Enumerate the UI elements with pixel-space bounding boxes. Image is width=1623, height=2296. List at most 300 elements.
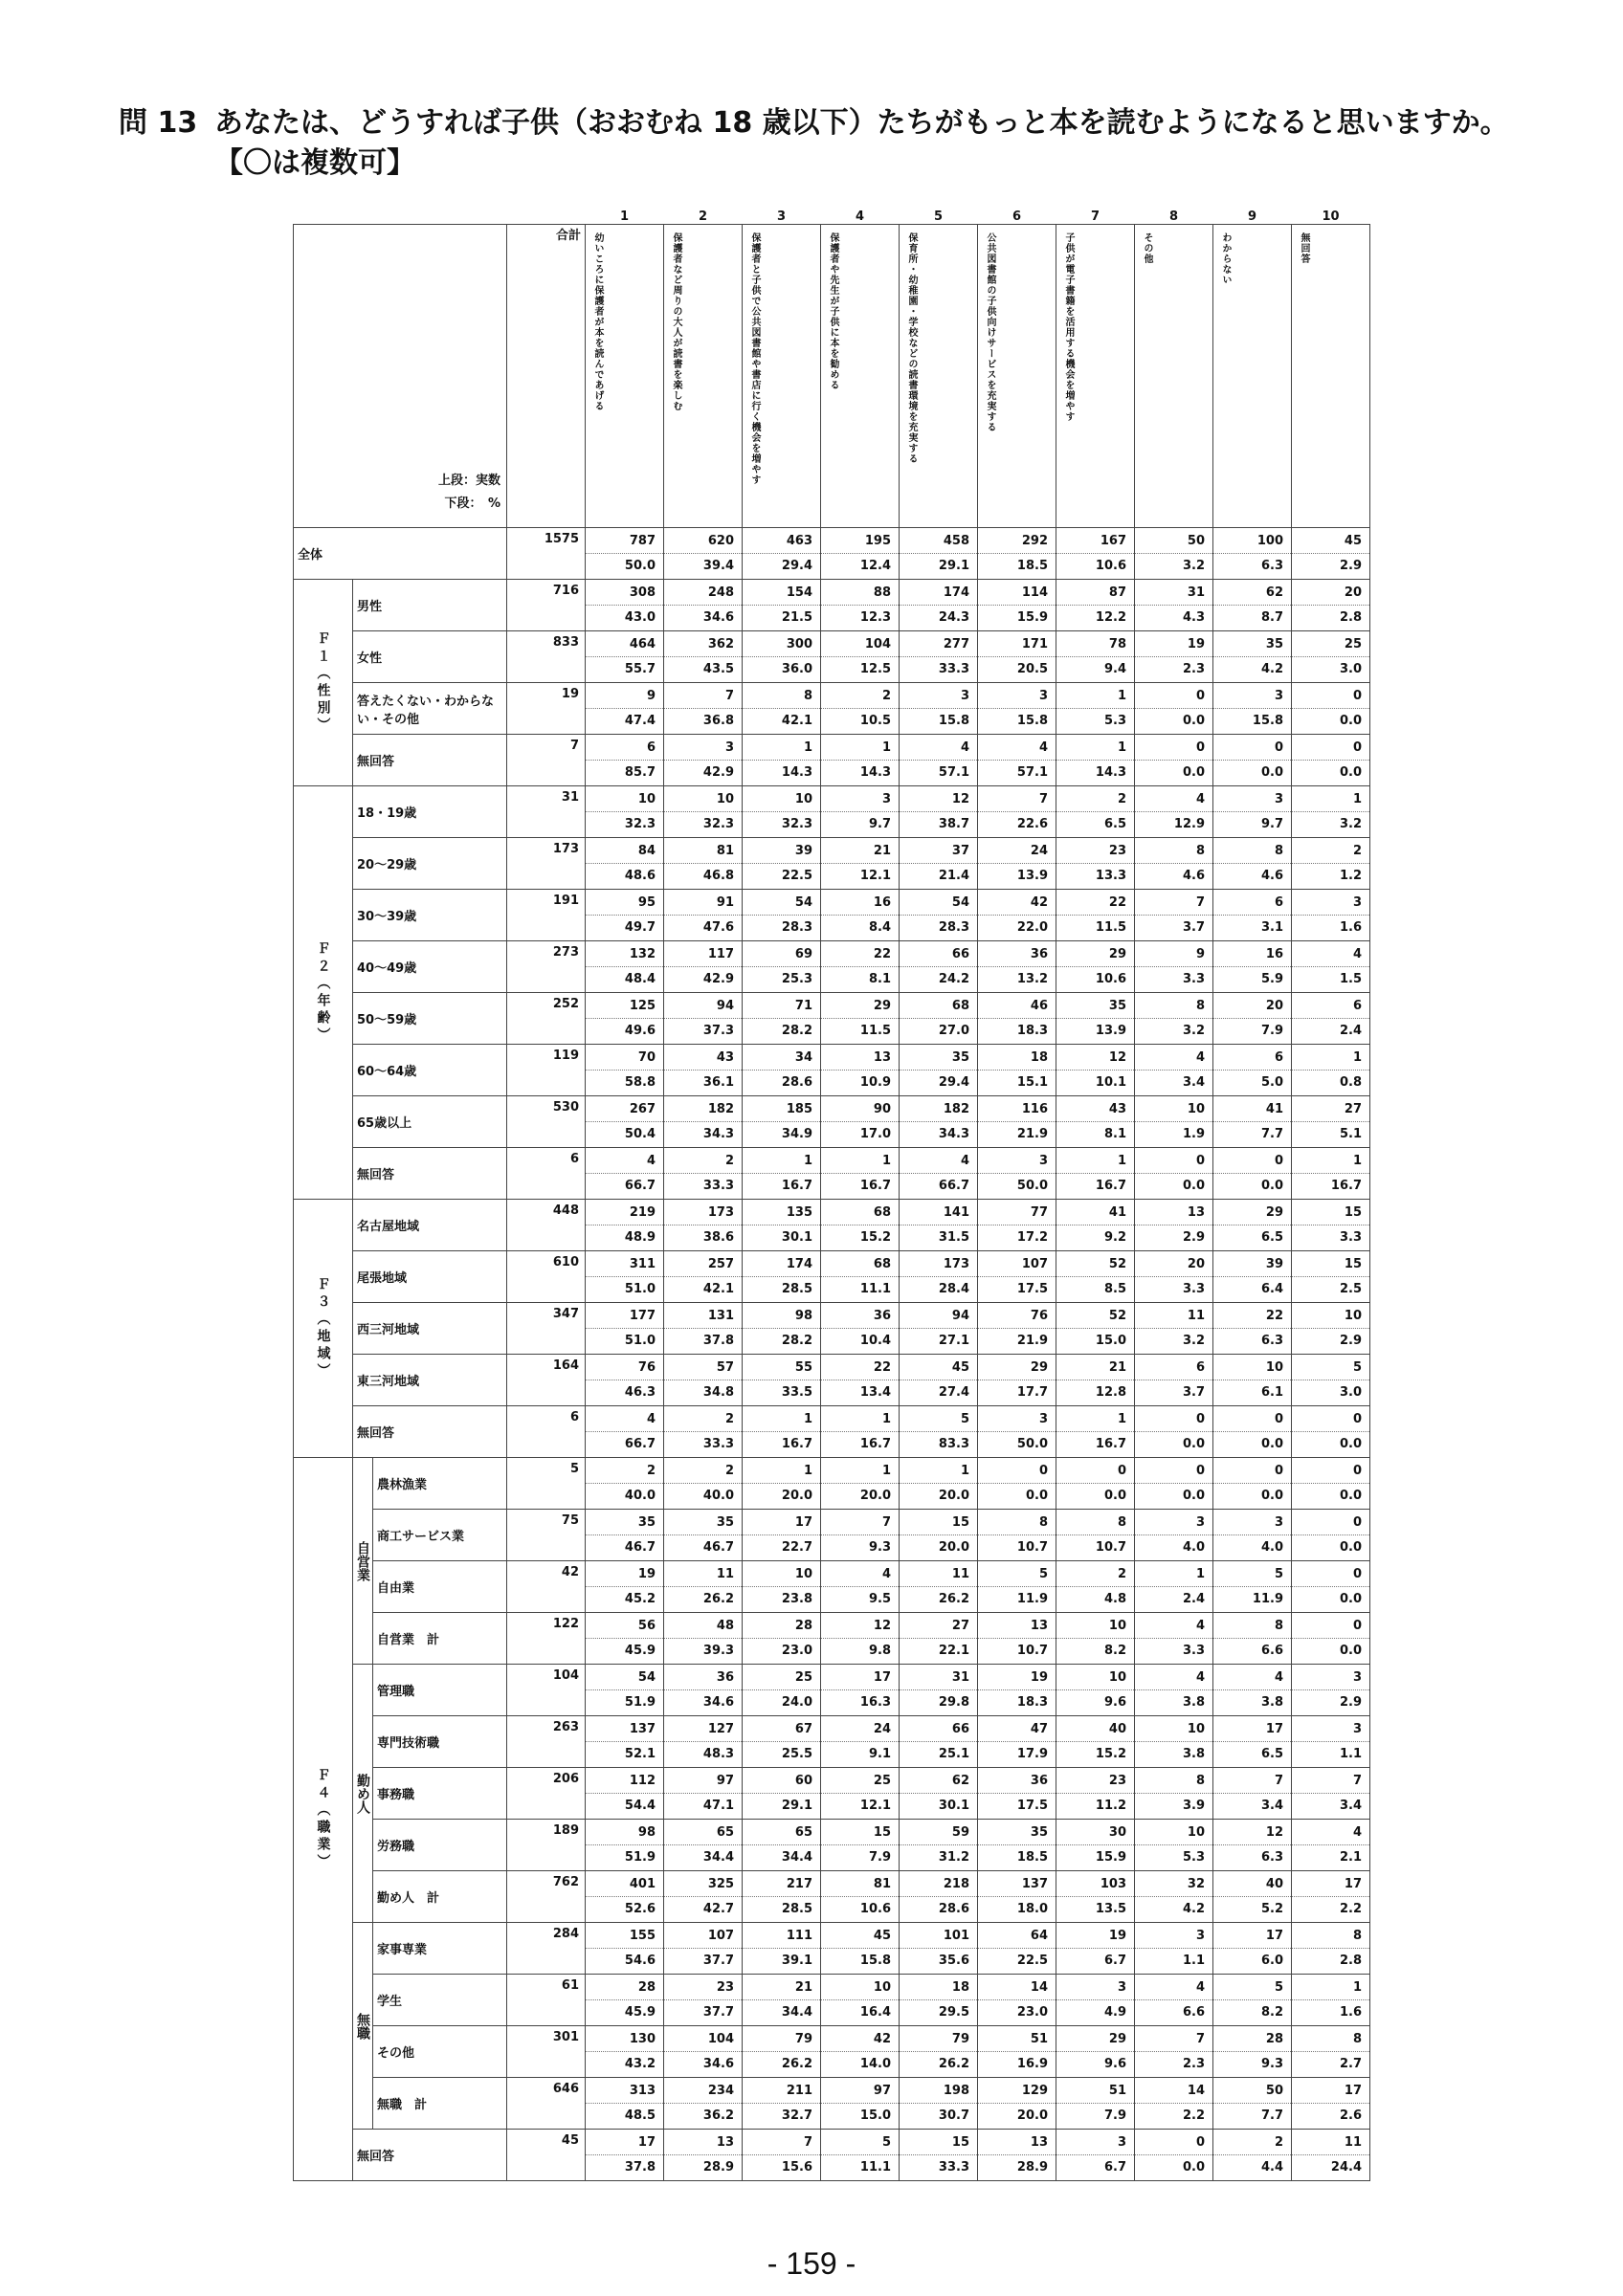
percent-value: 55.7 — [586, 656, 663, 682]
count-value: 787 — [629, 534, 656, 548]
data-cell — [586, 1303, 664, 1355]
count-value: 6 — [1274, 895, 1283, 910]
data-cell — [1056, 1923, 1135, 1975]
count-value: 13 — [1187, 1205, 1205, 1220]
percent-value: 23.0 — [743, 1638, 820, 1664]
percent-value: 12.4 — [821, 553, 899, 579]
percent-value: 36.1 — [664, 1070, 742, 1095]
crosstab-table — [293, 207, 1370, 2181]
data-cell — [743, 993, 821, 1045]
count-value: 29 — [1108, 947, 1126, 961]
percent-value: 18.0 — [978, 1896, 1056, 1922]
percent-value: 58.8 — [586, 1070, 663, 1095]
percent-value: 10.9 — [821, 1070, 899, 1095]
count-value: 50 — [1187, 534, 1205, 548]
data-cell — [664, 1303, 743, 1355]
data-cell — [586, 1561, 664, 1613]
data-cell — [586, 735, 664, 786]
count-value: 17 — [1265, 1722, 1283, 1736]
data-cell — [1292, 941, 1370, 993]
count-value: 0 — [1117, 1464, 1126, 1478]
row-total: 45 — [507, 2130, 586, 2181]
count-value: 60 — [794, 1774, 812, 1788]
column-header — [664, 225, 743, 528]
count-value: 1 — [803, 740, 812, 755]
count-value: 22 — [873, 1360, 891, 1375]
count-value: 48 — [716, 1619, 734, 1633]
row-label: 商工サービス業 — [373, 1510, 507, 1561]
data-cell — [1135, 580, 1213, 631]
group-label — [294, 1200, 353, 1458]
data-cell — [1213, 1045, 1292, 1096]
data-cell — [978, 838, 1056, 890]
count-value: 2 — [1117, 792, 1126, 806]
percent-value: 28.5 — [743, 1896, 820, 1922]
count-value: 362 — [707, 637, 734, 651]
data-cell — [743, 683, 821, 735]
percent-value: 39.1 — [743, 1948, 820, 1974]
question-number: 問 13 — [119, 106, 198, 140]
data-cell — [900, 993, 978, 1045]
count-value: 10 — [637, 792, 656, 806]
row-total: 206 — [507, 1768, 586, 1820]
data-cell — [900, 528, 978, 580]
count-value: 104 — [864, 637, 891, 651]
count-value: 10 — [1187, 1825, 1205, 1840]
percent-value: 18.5 — [978, 553, 1056, 579]
percent-value: 48.5 — [586, 2103, 663, 2129]
percent-value: 18.3 — [978, 1018, 1056, 1044]
count-value: 54 — [637, 1670, 656, 1685]
percent-value: 43.0 — [586, 605, 663, 630]
count-value: 154 — [786, 585, 812, 600]
row-total: 530 — [507, 1096, 586, 1148]
data-cell — [978, 528, 1056, 580]
percent-value: 34.9 — [743, 1121, 820, 1147]
data-cell — [743, 1871, 821, 1923]
column-number: 7 — [1090, 210, 1101, 224]
count-value: 4 — [960, 740, 969, 755]
data-cell — [1135, 1148, 1213, 1200]
percent-value: 34.8 — [664, 1380, 742, 1405]
data-cell — [1213, 890, 1292, 941]
percent-value: 4.2 — [1135, 1896, 1212, 1922]
percent-value: 2.6 — [1292, 2103, 1369, 2129]
percent-value: 6.6 — [1213, 1638, 1291, 1664]
count-value: 141 — [943, 1205, 969, 1220]
data-cell — [900, 1355, 978, 1406]
data-cell — [1213, 1613, 1292, 1665]
data-cell — [900, 1303, 978, 1355]
count-value: 12 — [873, 1619, 891, 1633]
table-row — [294, 1510, 1370, 1561]
data-cell — [1135, 1303, 1213, 1355]
percent-value: 3.3 — [1135, 966, 1212, 992]
table-row — [294, 1096, 1370, 1148]
percent-value: 38.6 — [664, 1225, 742, 1250]
data-cell — [743, 838, 821, 890]
column-number: 3 — [776, 210, 787, 224]
count-value: 12 — [951, 792, 969, 806]
count-value: 104 — [707, 2032, 734, 2046]
data-cell — [1056, 528, 1135, 580]
percent-value: 10.7 — [978, 1638, 1056, 1664]
percent-value: 14.3 — [821, 760, 899, 785]
percent-value: 22.5 — [743, 863, 820, 889]
count-value: 4 — [1274, 1670, 1283, 1685]
data-cell — [1056, 1510, 1135, 1561]
data-cell — [978, 1355, 1056, 1406]
data-cell — [1135, 1458, 1213, 1510]
data-cell — [1135, 1406, 1213, 1458]
count-value: 257 — [707, 1257, 734, 1271]
data-cell — [1213, 1665, 1292, 1716]
column-number: 2 — [698, 210, 708, 224]
data-cell — [978, 1303, 1056, 1355]
data-cell — [821, 1613, 900, 1665]
row-label: 無回答 — [353, 2130, 507, 2181]
data-cell — [1135, 1923, 1213, 1975]
percent-value: 28.6 — [900, 1896, 977, 1922]
data-cell — [900, 1716, 978, 1768]
percent-value: 34.6 — [664, 605, 742, 630]
count-value: 313 — [629, 2084, 656, 2098]
count-value: 1 — [1352, 792, 1362, 806]
percent-value: 33.3 — [900, 656, 977, 682]
count-value: 6 — [646, 740, 656, 755]
percent-value: 10.7 — [978, 1534, 1056, 1560]
percent-value: 42.9 — [664, 760, 742, 785]
percent-value: 33.3 — [664, 1173, 742, 1199]
data-cell — [743, 890, 821, 941]
percent-value: 3.7 — [1135, 915, 1212, 940]
percent-value: 34.6 — [664, 2051, 742, 2077]
percent-value: 24.0 — [743, 1689, 820, 1715]
percent-value: 46.7 — [586, 1534, 663, 1560]
data-cell — [900, 1975, 978, 2026]
count-value: 4 — [1195, 1619, 1205, 1633]
percent-value: 4.2 — [1213, 656, 1291, 682]
data-cell — [1292, 2026, 1370, 2078]
count-value: 0 — [1352, 740, 1362, 755]
data-cell — [1135, 631, 1213, 683]
data-cell — [1056, 1045, 1135, 1096]
data-cell — [978, 735, 1056, 786]
data-cell — [664, 1406, 743, 1458]
table-row — [294, 1613, 1370, 1665]
data-cell — [1056, 890, 1135, 941]
count-value: 458 — [943, 534, 969, 548]
data-cell — [1056, 1871, 1135, 1923]
count-value: 39 — [794, 844, 812, 858]
data-cell — [586, 1613, 664, 1665]
percent-value: 12.1 — [821, 863, 899, 889]
percent-value: 16.7 — [821, 1173, 899, 1199]
percent-value: 28.9 — [978, 2154, 1056, 2180]
column-number: 1 — [619, 210, 630, 224]
percent-value: 42.9 — [664, 966, 742, 992]
count-value: 68 — [951, 999, 969, 1013]
count-value: 45 — [951, 1360, 969, 1375]
count-value: 28 — [637, 1980, 656, 1995]
count-value: 0 — [1195, 689, 1205, 703]
percent-value: 15.6 — [743, 2154, 820, 2180]
count-value: 66 — [951, 947, 969, 961]
percent-value: 32.7 — [743, 2103, 820, 2129]
percent-value: 3.1 — [1213, 915, 1291, 940]
data-cell — [1056, 631, 1135, 683]
count-value: 11 — [1187, 1309, 1205, 1323]
count-value: 218 — [943, 1877, 969, 1891]
count-value: 79 — [951, 2032, 969, 2046]
count-value: 2 — [724, 1412, 734, 1426]
data-cell — [743, 1923, 821, 1975]
count-value: 42 — [1030, 895, 1048, 910]
count-value: 3 — [1195, 1515, 1205, 1530]
row-total: 6 — [507, 1148, 586, 1200]
percent-value: 9.5 — [821, 1586, 899, 1612]
data-cell — [743, 631, 821, 683]
data-cell — [743, 2130, 821, 2181]
column-number: 6 — [1012, 210, 1022, 224]
data-cell — [1135, 1355, 1213, 1406]
data-cell — [664, 735, 743, 786]
count-value: 132 — [629, 947, 656, 961]
percent-value: 39.4 — [664, 553, 742, 579]
count-value: 97 — [716, 1774, 734, 1788]
percent-value: 37.8 — [664, 1328, 742, 1354]
percent-value: 34.6 — [664, 1689, 742, 1715]
column-header-label: 幼いころに保護者が本を読んであげる — [592, 232, 603, 411]
data-cell — [664, 941, 743, 993]
percent-value: 27.4 — [900, 1380, 977, 1405]
percent-value: 47.1 — [664, 1793, 742, 1819]
count-value: 103 — [1100, 1877, 1126, 1891]
percent-value: 14.0 — [821, 2051, 899, 2077]
percent-value: 42.1 — [743, 708, 820, 734]
row-label: 尾張地域 — [353, 1251, 507, 1303]
data-cell — [821, 1303, 900, 1355]
row-total: 273 — [507, 941, 586, 993]
count-value: 51 — [1030, 2032, 1048, 2046]
data-cell — [978, 1561, 1056, 1613]
table-row — [294, 1665, 1370, 1716]
percent-value: 40.0 — [586, 1483, 663, 1509]
count-value: 22 — [1265, 1309, 1283, 1323]
count-value: 7 — [1038, 792, 1048, 806]
count-value: 7 — [881, 1515, 891, 1530]
percent-value: 57.1 — [978, 760, 1056, 785]
percent-value: 12.8 — [1056, 1380, 1134, 1405]
percent-value: 37.3 — [664, 1018, 742, 1044]
data-cell — [978, 1820, 1056, 1871]
data-cell — [1056, 1665, 1135, 1716]
percent-value: 15.9 — [1056, 1844, 1134, 1870]
count-value: 11 — [716, 1567, 734, 1581]
percent-value: 45.2 — [586, 1586, 663, 1612]
data-cell — [1213, 1303, 1292, 1355]
count-value: 308 — [629, 585, 656, 600]
table-row — [294, 1200, 1370, 1251]
row-label: 無回答 — [353, 735, 507, 786]
count-value: 7 — [724, 689, 734, 703]
data-cell — [664, 1251, 743, 1303]
row-label: 労務職 — [373, 1820, 507, 1871]
percent-value: 48.9 — [586, 1225, 663, 1250]
count-value: 325 — [707, 1877, 734, 1891]
row-total: 716 — [507, 580, 586, 631]
percent-value: 2.2 — [1135, 2103, 1212, 2129]
count-value: 88 — [873, 585, 891, 600]
percent-value: 49.7 — [586, 915, 663, 940]
percent-value: 9.1 — [821, 1741, 899, 1767]
data-cell — [1213, 1716, 1292, 1768]
percent-value: 36.0 — [743, 656, 820, 682]
percent-value: 22.6 — [978, 811, 1056, 837]
percent-value: 13.2 — [978, 966, 1056, 992]
count-value: 5 — [1274, 1980, 1283, 1995]
data-cell — [586, 1716, 664, 1768]
percent-value: 25.3 — [743, 966, 820, 992]
row-total: 191 — [507, 890, 586, 941]
data-cell — [664, 1200, 743, 1251]
column-header — [1213, 225, 1292, 528]
percent-value: 23.8 — [743, 1586, 820, 1612]
percent-value: 36.8 — [664, 708, 742, 734]
percent-value: 29.1 — [743, 1793, 820, 1819]
count-value: 4 — [960, 1154, 969, 1168]
data-cell — [821, 580, 900, 631]
percent-value: 66.7 — [900, 1173, 977, 1199]
count-value: 21 — [1108, 1360, 1126, 1375]
percent-value: 13.4 — [821, 1380, 899, 1405]
count-value: 1 — [881, 1412, 891, 1426]
percent-value: 34.4 — [743, 1844, 820, 1870]
data-cell — [978, 1716, 1056, 1768]
data-cell — [1292, 1096, 1370, 1148]
percent-value: 23.0 — [978, 1999, 1056, 2025]
percent-value: 18.5 — [978, 1844, 1056, 1870]
percent-value: 0.0 — [1292, 1483, 1369, 1509]
count-value: 43 — [716, 1050, 734, 1065]
count-value: 14 — [1030, 1980, 1048, 1995]
data-cell — [664, 1665, 743, 1716]
column-number-spacer — [294, 207, 586, 225]
count-value: 3 — [1274, 689, 1283, 703]
count-value: 3 — [1274, 792, 1283, 806]
data-cell — [821, 1716, 900, 1768]
count-value: 11 — [951, 1567, 969, 1581]
data-cell — [978, 1148, 1056, 1200]
table-row — [294, 631, 1370, 683]
percent-value: 6.5 — [1056, 811, 1134, 837]
count-value: 10 — [1187, 1102, 1205, 1116]
table-row — [294, 838, 1370, 890]
percent-value: 24.3 — [900, 605, 977, 630]
percent-value: 1.5 — [1292, 966, 1369, 992]
count-value: 19 — [637, 1567, 656, 1581]
count-value: 13 — [1030, 2135, 1048, 2150]
percent-value: 12.2 — [1056, 605, 1134, 630]
count-value: 0 — [1352, 1619, 1362, 1633]
data-cell — [664, 890, 743, 941]
data-cell — [1135, 528, 1213, 580]
percent-value: 1.9 — [1135, 1121, 1212, 1147]
percent-value: 57.1 — [900, 760, 977, 785]
column-header — [900, 225, 978, 528]
count-value: 23 — [716, 1980, 734, 1995]
data-cell — [1213, 993, 1292, 1045]
percent-value: 10.6 — [1056, 553, 1134, 579]
count-value: 0 — [1195, 1464, 1205, 1478]
data-cell — [743, 1148, 821, 1200]
table-row — [294, 1768, 1370, 1820]
count-value: 13 — [716, 2135, 734, 2150]
count-value: 34 — [794, 1050, 812, 1065]
data-cell — [1213, 1975, 1292, 2026]
table-row — [294, 1251, 1370, 1303]
column-header — [743, 225, 821, 528]
count-value: 277 — [943, 637, 969, 651]
percent-value: 9.4 — [1056, 656, 1134, 682]
data-cell — [1292, 1561, 1370, 1613]
data-cell — [1292, 1975, 1370, 2026]
percent-value: 7.7 — [1213, 2103, 1291, 2129]
percent-value: 26.2 — [743, 2051, 820, 2077]
percent-value: 66.7 — [586, 1431, 663, 1457]
row-total: 173 — [507, 838, 586, 890]
count-value: 3 — [1274, 1515, 1283, 1530]
table-row — [294, 1975, 1370, 2026]
subgroup-label-text: 自営業 — [355, 1540, 370, 1581]
count-value: 35 — [1265, 637, 1283, 651]
percent-value: 0.0 — [1135, 1173, 1212, 1199]
data-cell — [743, 1613, 821, 1665]
data-cell — [586, 890, 664, 941]
count-value: 21 — [873, 844, 891, 858]
percent-value: 46.7 — [664, 1534, 742, 1560]
percent-value: 3.8 — [1213, 1689, 1291, 1715]
percent-value: 2.7 — [1292, 2051, 1369, 2077]
row-label: 名古屋地域 — [353, 1200, 507, 1251]
data-cell — [586, 683, 664, 735]
percent-value: 21.9 — [978, 1121, 1056, 1147]
percent-value: 20.0 — [978, 2103, 1056, 2129]
count-value: 3 — [1038, 1154, 1048, 1168]
percent-value: 29.4 — [900, 1070, 977, 1095]
data-cell — [1135, 1096, 1213, 1148]
data-cell — [1056, 786, 1135, 838]
count-value: 2 — [1274, 2135, 1283, 2150]
row-label: 自営業 計 — [373, 1613, 507, 1665]
count-value: 91 — [716, 895, 734, 910]
column-header — [1135, 225, 1213, 528]
percent-value: 15.8 — [1213, 708, 1291, 734]
count-value: 0 — [1274, 1464, 1283, 1478]
count-value: 18 — [1030, 1050, 1048, 1065]
data-cell — [900, 1096, 978, 1148]
row-total: 5 — [507, 1458, 586, 1510]
percent-value: 21.4 — [900, 863, 977, 889]
count-value: 5 — [1038, 1567, 1048, 1581]
data-cell — [1056, 2130, 1135, 2181]
data-cell — [978, 2026, 1056, 2078]
percent-value: 8.7 — [1213, 605, 1291, 630]
table-row — [294, 1406, 1370, 1458]
percent-value: 12.1 — [821, 1793, 899, 1819]
data-cell — [1135, 735, 1213, 786]
count-value: 0 — [1274, 740, 1283, 755]
